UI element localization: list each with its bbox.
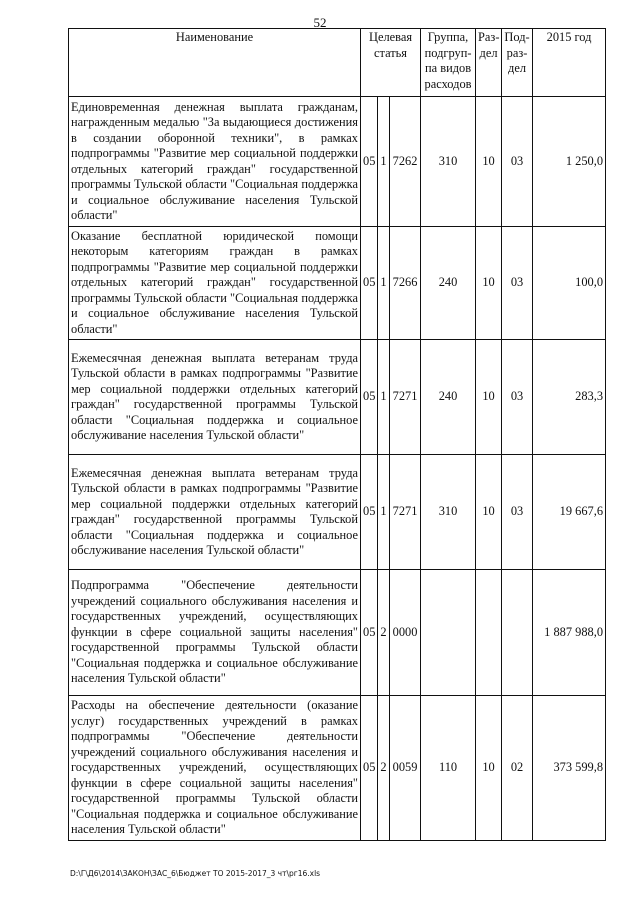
row-article-a: 05	[361, 97, 378, 227]
header-subsection: Под-раз-дел	[502, 29, 533, 97]
row-article-c: 0000	[390, 570, 421, 696]
row-amount: 373 599,8	[533, 696, 606, 841]
row-amount: 100,0	[533, 227, 606, 340]
row-article-c: 7271	[390, 340, 421, 455]
header-target-article: Целевая статья	[361, 29, 421, 97]
row-article-b: 1	[378, 227, 390, 340]
row-name: Ежемесячная денежная выплата ветеранам труда Тульской области в рамках подпрограммы "Развитие мер социальной поддержки отдельных категорий граждан" государственной программы Тульской области "Социальная поддержка и социальное обслуживание населения Тульской области"	[69, 340, 361, 455]
budget-table	[68, 28, 606, 841]
row-group: 310	[421, 97, 476, 227]
page-number: 52	[313, 15, 327, 30]
row-article-c: 0059	[390, 696, 421, 841]
row-subsection: 03	[502, 455, 533, 570]
row-article-c: 7262	[390, 97, 421, 227]
row-section: 10	[476, 696, 502, 841]
row-group: 240	[421, 340, 476, 455]
table-header-row	[69, 29, 606, 97]
row-subsection: 03	[502, 97, 533, 227]
row-article-b: 1	[378, 97, 390, 227]
row-section	[476, 570, 502, 696]
table-row	[69, 570, 606, 696]
row-section: 10	[476, 97, 502, 227]
row-name: Ежемесячная денежная выплата ветеранам труда Тульской области в рамках подпрограммы "Развитие мер социальной поддержки отдельных категорий граждан" государственной программы Тульской области "Социальная поддержка и социальное обслуживание населения Тульской области"	[69, 455, 361, 570]
row-section: 10	[476, 227, 502, 340]
row-name: Подпрограмма "Обеспечение деятельности учреждений социального обслуживания населения и государственных учреждений, осуществляющих функции в сфере социальной защиты населения" государственной программы Тульской области "Социальная поддержка и социальное обслуживание населения Тульской области"	[69, 570, 361, 696]
row-section: 10	[476, 455, 502, 570]
row-article-b: 1	[378, 340, 390, 455]
table-row	[69, 97, 606, 227]
table-row	[69, 340, 606, 455]
table-row	[69, 227, 606, 340]
table-row	[69, 696, 606, 841]
row-article-a: 05	[361, 696, 378, 841]
row-subsection: 02	[502, 696, 533, 841]
row-article-a: 05	[361, 340, 378, 455]
row-group: 110	[421, 696, 476, 841]
header-year: 2015 год	[533, 29, 606, 97]
row-amount: 1 887 988,0	[533, 570, 606, 696]
row-group: 240	[421, 227, 476, 340]
row-name: Оказание бесплатной юридической помощи некоторым категориям граждан в рамках подпрограммы "Развитие мер социальной поддержки отдельных категорий граждан" государственной программы Тульской области "Социальная поддержка и социальное обслуживание населения Тульской области"	[69, 227, 361, 340]
row-article-c: 7271	[390, 455, 421, 570]
row-article-a: 05	[361, 570, 378, 696]
row-subsection: 03	[502, 340, 533, 455]
header-group: Группа, подгруп-па видов расходов	[421, 29, 476, 97]
row-article-b: 1	[378, 455, 390, 570]
row-group	[421, 570, 476, 696]
row-amount: 1 250,0	[533, 97, 606, 227]
row-amount: 283,3	[533, 340, 606, 455]
file-path-footer: D:\Г\Д6\2014\ЗАКОН\ЗАС_6\Бюджет ТО 2015-2017_3 чт\рг16.xls	[70, 869, 321, 878]
row-article-a: 05	[361, 227, 378, 340]
row-article-b: 2	[378, 570, 390, 696]
row-section: 10	[476, 340, 502, 455]
header-section: Раз-дел	[476, 29, 502, 97]
row-group: 310	[421, 455, 476, 570]
row-amount: 19 667,6	[533, 455, 606, 570]
header-name: Наименование	[69, 29, 361, 97]
table-row	[69, 455, 606, 570]
row-article-b: 2	[378, 696, 390, 841]
row-subsection: 03	[502, 227, 533, 340]
row-article-c: 7266	[390, 227, 421, 340]
row-name: Расходы на обеспечение деятельности (оказание услуг) государственных учреждений в рамках подпрограммы "Обеспечение деятельности учреждений социального обслуживания населения и государственных учреждений, осуществляющих функции в сфере социальной защиты населения" государственной программы Тульской области "Социальная поддержка и социальное обслуживание населения Тульской области"	[69, 696, 361, 841]
row-name: Единовременная денежная выплата гражданам, награжденным медалью "За выдающиеся достижения в создании оборонной техники", в рамках подпрограммы "Развитие мер социальной поддержки отдельных категорий граждан" государственной программы Тульской области "Социальная поддержка и социальное обслуживание населения Тульской области"	[69, 97, 361, 227]
row-article-a: 05	[361, 455, 378, 570]
row-subsection	[502, 570, 533, 696]
